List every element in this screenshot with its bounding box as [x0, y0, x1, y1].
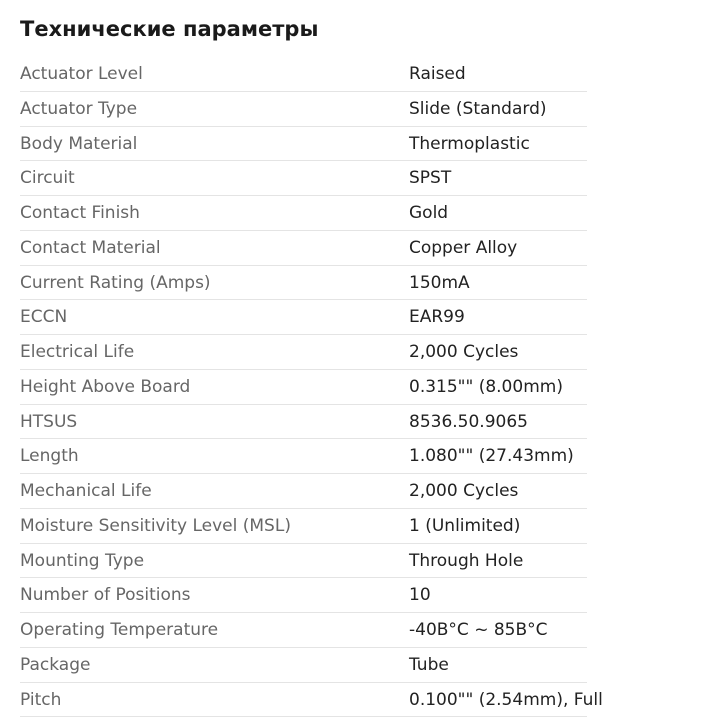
- spec-row: [20, 544, 587, 579]
- spec-label: Contact Material: [20, 237, 161, 258]
- spec-value: 2,000 Cycles: [409, 342, 519, 362]
- spec-row: [20, 578, 587, 613]
- spec-value: 8536.50.9065: [409, 411, 528, 432]
- spec-value: 0.315"" (8.00mm): [409, 376, 563, 397]
- spec-label: Electrical Life: [20, 342, 135, 362]
- spec-label: Mechanical Life: [20, 481, 152, 501]
- spec-value: 0.100"" (2.54mm), Full: [409, 689, 603, 710]
- spec-label: Package: [20, 654, 91, 675]
- spec-row: [20, 509, 587, 544]
- spec-label: HTSUS: [20, 411, 78, 432]
- spec-value: 2,000 Cycles: [409, 481, 519, 501]
- spec-row: [20, 196, 587, 231]
- spec-value: Copper Alloy: [409, 237, 518, 258]
- spec-row: [20, 683, 603, 718]
- spec-label: ECCN: [20, 307, 68, 328]
- spec-row: [20, 266, 587, 301]
- spec-label: Operating Temperature: [20, 620, 219, 640]
- spec-row: [20, 300, 587, 335]
- spec-row: [20, 474, 587, 509]
- spec-value: -40В°C ~ 85В°C: [409, 620, 548, 640]
- spec-label: Actuator Type: [20, 98, 138, 119]
- spec-value: 1.080"" (27.43mm): [409, 446, 574, 467]
- spec-row: [20, 57, 587, 92]
- spec-label: Actuator Level: [20, 64, 143, 84]
- spec-value: Gold: [409, 203, 449, 223]
- spec-label: Circuit: [20, 168, 75, 189]
- spec-value: Slide (Standard): [409, 98, 547, 119]
- specs-table: [20, 57, 603, 717]
- spec-value: Through Hole: [409, 550, 524, 571]
- spec-row: [20, 405, 587, 440]
- spec-label: Moisture Sensitivity Level (MSL): [20, 515, 291, 536]
- spec-label: Pitch: [20, 689, 62, 710]
- spec-value: Thermoplastic: [409, 133, 530, 154]
- spec-label: Height Above Board: [20, 376, 191, 397]
- spec-label: Body Material: [20, 133, 138, 154]
- spec-value: 1 (Unlimited): [409, 515, 521, 536]
- spec-row: [20, 92, 587, 127]
- section-title: Технические параметры: [20, 17, 319, 41]
- spec-row: [20, 161, 587, 196]
- spec-value: 150mA: [409, 272, 470, 293]
- spec-value: EAR99: [409, 307, 465, 328]
- spec-label: Current Rating (Amps): [20, 272, 211, 293]
- spec-value: 10: [409, 585, 431, 606]
- spec-row: [20, 613, 587, 648]
- spec-label: Number of Positions: [20, 585, 191, 606]
- spec-value: Tube: [409, 654, 449, 675]
- spec-value: Raised: [409, 64, 466, 84]
- spec-label: Mounting Type: [20, 550, 145, 571]
- spec-row: [20, 231, 587, 266]
- spec-value: SPST: [409, 168, 452, 189]
- spec-label: Length: [20, 446, 79, 467]
- spec-row: [20, 370, 587, 405]
- spec-row: [20, 127, 587, 162]
- spec-row: [20, 648, 587, 683]
- spec-row: [20, 439, 587, 474]
- spec-label: Contact Finish: [20, 203, 140, 223]
- spec-row: [20, 335, 587, 370]
